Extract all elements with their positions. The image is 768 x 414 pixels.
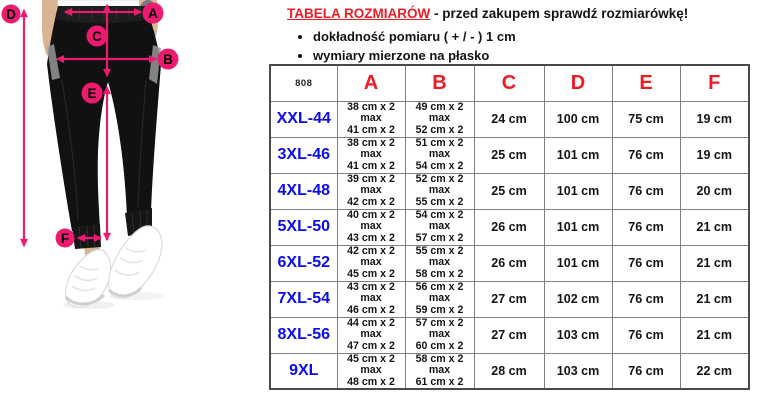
right-shoe [108,226,161,298]
measurement-marker-c [87,26,108,47]
joggers-measurement-illustration [0,0,260,414]
size-label: 7XL-54 [270,281,337,317]
model-figure [42,0,163,309]
table-row [270,353,749,389]
measurement-e: 76 cm [612,137,680,173]
table-row [270,317,749,353]
measurement-b: 58 cm x 2 max 61 cm x 2 [405,353,474,389]
measurement-c: 24 cm [474,101,544,137]
measurement-a: 45 cm x 2 max 48 cm x 2 [337,353,405,389]
measurement-c: 27 cm [474,317,544,353]
measurement-f: 21 cm [680,209,749,245]
measurement-marker-d [2,5,21,24]
measurement-a: 38 cm x 2 max 41 cm x 2 [337,137,405,173]
marker-letter-c: C [92,28,102,44]
column-header-a: A [337,65,405,101]
measurement-b: 57 cm x 2 max 60 cm x 2 [405,317,474,353]
table-row [270,245,749,281]
measurement-c: 28 cm [474,353,544,389]
measurement-d: 101 cm [544,245,612,281]
measurement-c: 25 cm [474,137,544,173]
size-table-title: TABELA ROZMIARÓW [287,6,431,21]
marker-letter-a: A [148,5,158,21]
left-shoe [65,250,110,307]
table-header-row [270,65,749,101]
measurement-d: 102 cm [544,281,612,317]
measurement-notes [287,28,763,64]
header-block [287,5,763,66]
measurement-d: 100 cm [544,101,612,137]
note-accuracy: • dokładność pomiaru ( + / - ) 1 cm [313,28,763,45]
table-row [270,101,749,137]
measurement-f: 21 cm [680,281,749,317]
measurement-b: 54 cm x 2 max 57 cm x 2 [405,209,474,245]
marker-letter-b: B [163,51,173,67]
table-row [270,281,749,317]
measurement-marker-e [82,83,103,104]
measurement-b: 55 cm x 2 max 58 cm x 2 [405,245,474,281]
measurement-a: 40 cm x 2 max 43 cm x 2 [337,209,405,245]
measurement-b: 52 cm x 2 max 55 cm x 2 [405,173,474,209]
note-flat-measure: • wymiary mierzone na płasko [313,47,763,64]
size-table-subtitle: - przed zakupem sprawdź rozmiarówkę! [430,6,689,21]
size-label: 8XL-56 [270,317,337,353]
measurement-b: 56 cm x 2 max 59 cm x 2 [405,281,474,317]
measurement-f: 20 cm [680,173,749,209]
column-header-c: C [474,65,544,101]
measurement-c: 27 cm [474,281,544,317]
marker-letter-e: E [87,85,97,101]
size-label: 3XL-46 [270,137,337,173]
measurement-d: 103 cm [544,317,612,353]
size-label: 4XL-48 [270,173,337,209]
measurement-e: 76 cm [612,173,680,209]
measurement-e: 76 cm [612,209,680,245]
size-label: 6XL-52 [270,245,337,281]
measurement-marker-f [56,229,75,248]
product-photo [0,0,260,414]
measurement-b: 51 cm x 2 max 54 cm x 2 [405,137,474,173]
measurement-e: 75 cm [612,101,680,137]
waistband [56,6,148,24]
measurement-f: 19 cm [680,137,749,173]
marker-letter-d: D [6,6,16,22]
measurement-a: 43 cm x 2 max 46 cm x 2 [337,281,405,317]
measurement-d: 101 cm [544,173,612,209]
measurement-d: 101 cm [544,209,612,245]
measurement-a: 38 cm x 2 max 41 cm x 2 [337,101,405,137]
table-row [270,137,749,173]
measurement-a: 42 cm x 2 max 45 cm x 2 [337,245,405,281]
measurement-d: 103 cm [544,353,612,389]
measurement-f: 21 cm [680,245,749,281]
size-table [269,64,750,390]
measurement-c: 26 cm [474,209,544,245]
measurement-marker-b [158,49,179,70]
size-table-body [270,101,749,389]
left-cuff [72,224,101,249]
table-row [270,209,749,245]
measurement-e: 76 cm [612,245,680,281]
size-label: 5XL-50 [270,209,337,245]
size-label: 9XL [270,353,337,389]
measurement-marker-a [143,3,164,24]
column-header-f: F [680,65,749,101]
style-code: 808 [270,65,337,101]
measurement-f: 19 cm [680,101,749,137]
column-header-e: E [612,65,680,101]
page-title [287,5,763,22]
measurement-c: 25 cm [474,173,544,209]
measurement-e: 76 cm [612,281,680,317]
measurement-c: 26 cm [474,245,544,281]
table-row [270,173,749,209]
size-label: XXL-44 [270,101,337,137]
marker-letter-f: F [60,230,70,246]
measurement-f: 22 cm [680,353,749,389]
measurement-e: 76 cm [612,353,680,389]
column-header-b: B [405,65,474,101]
measurement-a: 39 cm x 2 max 42 cm x 2 [337,173,405,209]
measurement-b: 49 cm x 2 max 52 cm x 2 [405,101,474,137]
measurement-f: 21 cm [680,317,749,353]
measurement-e: 76 cm [612,317,680,353]
measurement-a: 44 cm x 2 max 47 cm x 2 [337,317,405,353]
measurement-d: 101 cm [544,137,612,173]
column-header-d: D [544,65,612,101]
